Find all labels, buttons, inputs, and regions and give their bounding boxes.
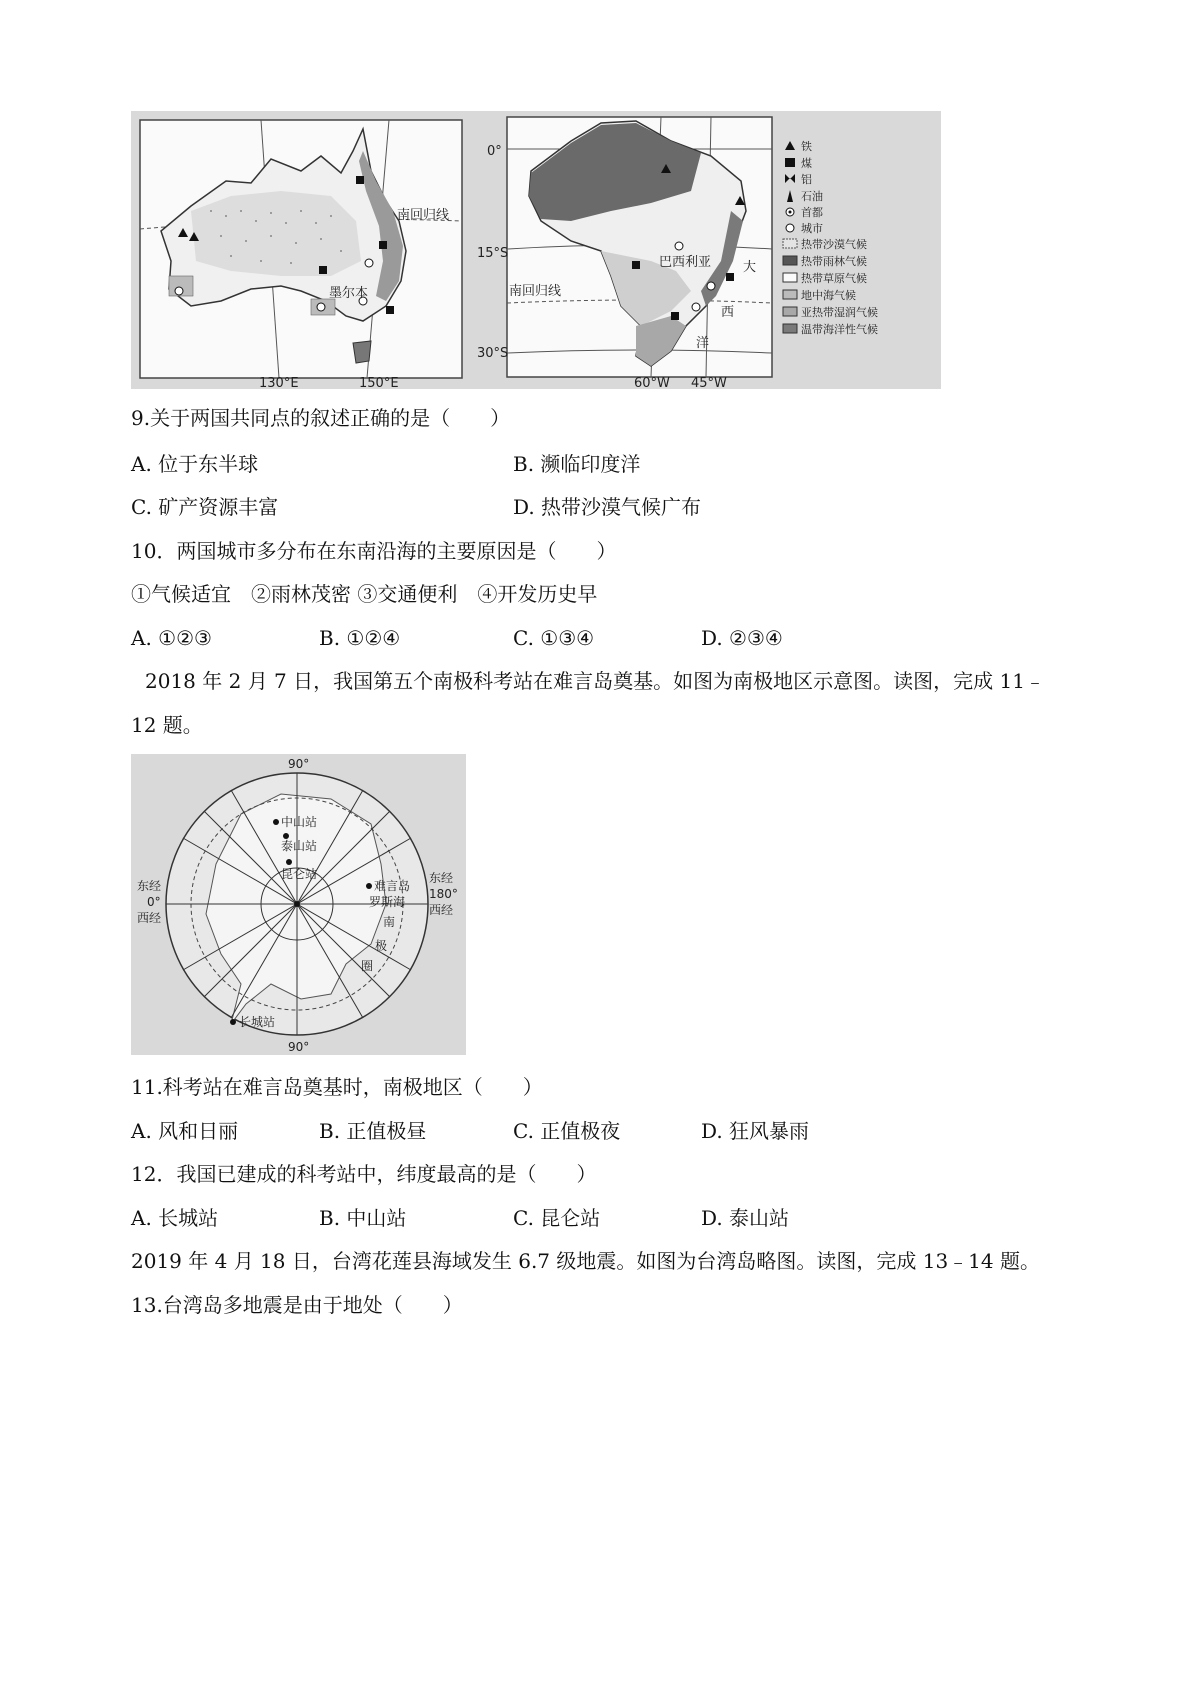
- q9-option-a: A. 位于东半球: [131, 452, 259, 476]
- q9-stem: 9.关于两国共同点的叙述正确的是（ ）: [131, 406, 511, 430]
- station-changcheng: 长城站: [239, 1015, 276, 1029]
- legend-label-oceanic: 温带海洋性气候: [801, 323, 878, 336]
- antarctica-right-2: 180°: [429, 887, 458, 901]
- figure-australia-brazil: [131, 111, 941, 389]
- q10-option-c: C. ①③④: [513, 626, 595, 650]
- q12-option-d: D. 泰山站: [701, 1206, 790, 1230]
- q11-option-b: B. 正值极昼: [319, 1119, 427, 1143]
- legend: [783, 139, 878, 336]
- au-lon-label-130: 130°E: [259, 376, 299, 389]
- q12-option-b: B. 中山站: [319, 1206, 407, 1230]
- br-ocean-2: 西: [721, 305, 735, 320]
- antarctica-right-1: 东经: [429, 871, 454, 885]
- antarctica-top-label: 90°: [288, 757, 310, 771]
- q12-option-c: C. 昆仑站: [513, 1206, 601, 1230]
- q9-option-b: B. 濒临印度洋: [513, 452, 641, 476]
- intro2-line2: 12 题。: [131, 713, 203, 737]
- br-lon-60: 60°W: [634, 376, 670, 389]
- antarctica-bottom-label: 90°: [288, 1040, 310, 1054]
- br-tropic-label: 南回归线: [509, 284, 562, 299]
- legend-label-subtropical: 亚热带湿润气候: [801, 306, 878, 319]
- legend-label-rainforest: 热带雨林气候: [801, 255, 867, 268]
- au-city-label: 墨尔本: [329, 286, 369, 301]
- q9-option-c: C. 矿产资源丰富: [131, 495, 279, 519]
- q11-option-a: A. 风和日丽: [131, 1119, 239, 1143]
- antarctica-left-1: 东经: [137, 879, 162, 893]
- br-lat-30: 30°S: [477, 346, 509, 361]
- figure-antarctica: [131, 754, 466, 1055]
- station-nanyan-island: 难言岛: [374, 879, 411, 893]
- station-kunlun: 昆仑站: [281, 867, 318, 881]
- legend-label-coal: 煤: [801, 157, 812, 170]
- legend-label-city: 城市: [801, 222, 823, 235]
- br-city-label: 巴西利亚: [659, 255, 712, 270]
- legend-label-mediterranean: 地中海气候: [801, 289, 856, 302]
- antarctica-left-3: 西经: [137, 911, 162, 925]
- q13-stem: 13.台湾岛多地震是由于地处（ ）: [131, 1293, 463, 1317]
- q10-option-d: D. ②③④: [701, 626, 783, 650]
- station-taishan: 泰山站: [281, 839, 318, 853]
- legend-label-capital: 首都: [801, 206, 823, 219]
- q9-option-d: D. 热带沙漠气候广布: [513, 495, 702, 519]
- q12-stem: 12．我国已建成的科考站中，纬度最高的是（ ）: [131, 1162, 597, 1186]
- legend-label-oil: 石油: [801, 190, 823, 203]
- antarctica-ross-sea: 罗斯海: [369, 895, 406, 909]
- antarctica-circle-1: 南: [383, 915, 396, 929]
- q10-items: ①气候适宜 ②雨林茂密 ③交通便利 ④开发历史早: [131, 582, 598, 606]
- au-tropic-label: 南回归线: [397, 208, 450, 223]
- br-ocean-1: 大: [743, 260, 757, 275]
- intro3: 2019 年 4 月 18 日，台湾花莲县海域发生 6.7 级地震。如图为台湾岛略图。读图，完成 13﹣14 题。: [131, 1249, 1040, 1273]
- br-lat-15: 15°S: [477, 246, 509, 261]
- q12-option-a: A. 长城站: [131, 1206, 219, 1230]
- antarctica-circle-3: 圈: [361, 959, 374, 973]
- q11-option-c: C. 正值极夜: [513, 1119, 621, 1143]
- q10-option-a: A. ①②③: [131, 626, 212, 650]
- station-zhongshan: 中山站: [281, 815, 318, 829]
- antarctica-left-2: 0°: [147, 895, 161, 909]
- q11-option-d: D. 狂风暴雨: [701, 1119, 810, 1143]
- antarctica-circle-2: 极: [375, 939, 388, 953]
- br-ocean-3: 洋: [696, 336, 710, 351]
- legend-label-iron: 铁: [801, 140, 812, 153]
- legend-label-aluminum: 铝: [801, 173, 812, 186]
- br-lon-45: 45°W: [691, 376, 727, 389]
- au-lon-label-150: 150°E: [359, 376, 399, 389]
- legend-label-savanna: 热带草原气候: [801, 272, 867, 285]
- q10-option-b: B. ①②④: [319, 626, 401, 650]
- br-lat-0: 0°: [487, 144, 502, 159]
- antarctica-right-3: 西经: [429, 903, 454, 917]
- q11-stem: 11.科考站在难言岛奠基时，南极地区（ ）: [131, 1075, 543, 1099]
- q10-stem: 10．两国城市多分布在东南沿海的主要原因是（ ）: [131, 539, 617, 563]
- intro2-line1: 2018 年 2 月 7 日，我国第五个南极科考站在难言岛奠基。如图为南极地区示意图。读图，完成 11﹣: [145, 669, 1045, 693]
- legend-label-desert: 热带沙漠气候: [801, 238, 867, 251]
